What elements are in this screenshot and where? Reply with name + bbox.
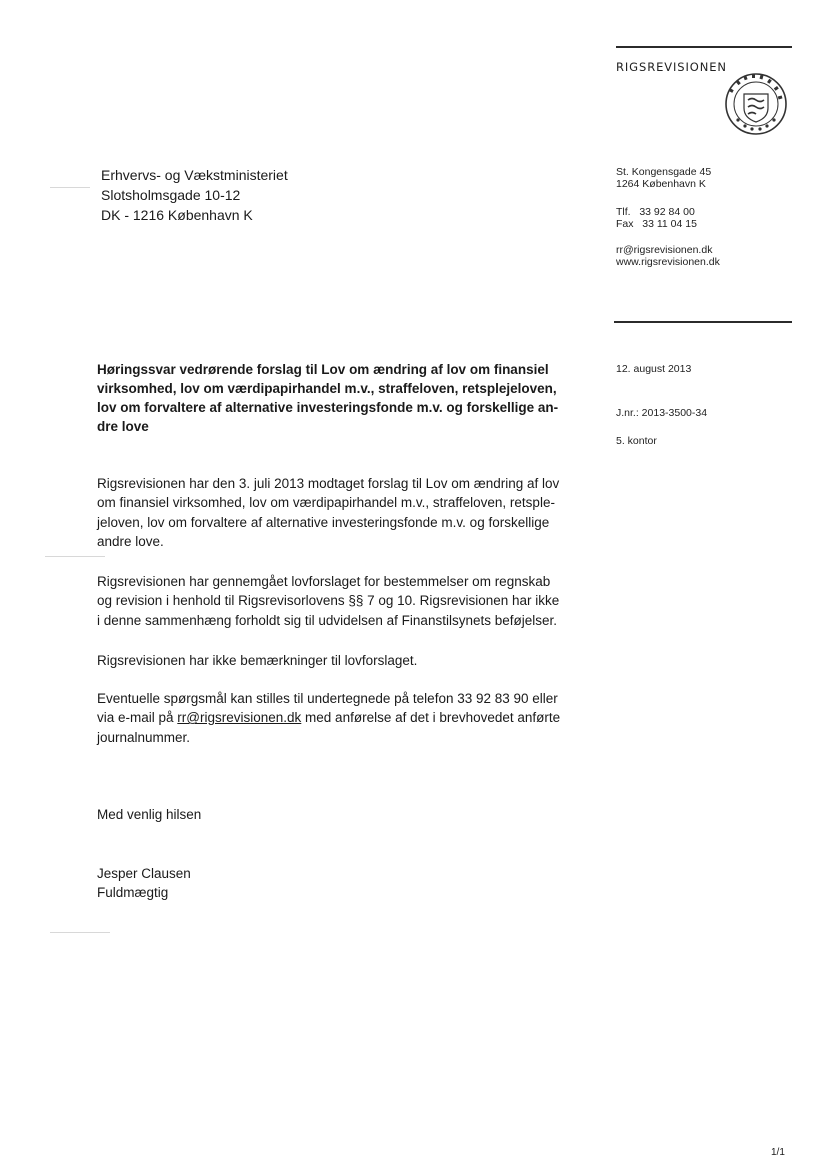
- body-paragraph-3: Rigsrevisionen har ikke bemærkninger til lovforslaget.: [97, 653, 418, 668]
- recipient-line: Erhvervs- og Vækstministeriet: [101, 167, 288, 183]
- paragraph-line: Rigsrevisionen har gennemgået lovforslaget for bestemmelser om regnskab: [97, 574, 551, 589]
- paragraph-line: om finansiel virksomhed, lov om værdipapirhandel m.v., straffeloven, retsple-: [97, 495, 555, 511]
- header-top-rule: [616, 46, 792, 48]
- subject-line: Høringssvar vedrørende forslag til Lov om ændring af lov om finansiel: [97, 362, 549, 377]
- signer-name: Jesper Clausen: [97, 866, 191, 881]
- sender-email: rr@rigsrevisionen.dk: [616, 244, 713, 256]
- body-paragraph-4: [97, 689, 583, 747]
- folketinget-seal-icon: [724, 72, 788, 136]
- fold-mark: [45, 556, 105, 557]
- paragraph-line: journalnummer.: [97, 729, 191, 745]
- recipient-address: [101, 165, 288, 225]
- paragraph-line: Rigsrevisionen har den 3. juli 2013 modtaget forslag til Lov om ændring af lov: [97, 476, 560, 491]
- fold-mark: [50, 932, 110, 933]
- organization-name: RIGSREVISIONEN: [616, 60, 727, 74]
- recipient-line: Slotsholmsgade 10-12: [101, 187, 241, 203]
- sender-contact: [616, 166, 720, 268]
- signer-title: Fuldmægtig: [97, 885, 169, 900]
- sender-street: St. Kongensgade 45: [616, 166, 712, 178]
- email-link[interactable]: rr@rigsrevisionen.dk: [177, 710, 302, 726]
- paragraph-line: og revision i henhold til Rigsrevisorlovens §§ 7 og 10. Rigsrevisionen har ikke: [97, 593, 560, 609]
- sender-phone: Tlf. 33 92 84 00: [616, 206, 695, 218]
- letter-date: 12. august 2013: [616, 363, 692, 375]
- line-text: med anførelse af det i brevhovedet anførte: [301, 710, 561, 726]
- sender-fax: Fax 33 11 04 15: [616, 218, 697, 230]
- recipient-line: DK - 1216 København K: [101, 207, 253, 223]
- journal-number: J.nr.: 2013-3500-34: [616, 407, 708, 419]
- paragraph-line: jeloven, lov om forvaltere af alternative investeringsfonde m.v. og forskellige: [97, 514, 550, 530]
- letter-subject: [97, 360, 583, 436]
- office-name: 5. kontor: [616, 435, 657, 447]
- header-bottom-rule: [614, 321, 792, 323]
- subject-line: lov om forvaltere af alternative investeringsfonde m.v. og forskellige an-: [97, 400, 559, 415]
- paragraph-line: andre love.: [97, 533, 164, 549]
- body-paragraph-1: [97, 474, 583, 551]
- paragraph-line: [97, 708, 583, 727]
- page-number: 1/1: [771, 1147, 785, 1158]
- paragraph-line: Eventuelle spørgsmål kan stilles til undertegnede på telefon 33 92 83 90 eller: [97, 691, 558, 706]
- closing-greeting: Med venlig hilsen: [97, 807, 202, 822]
- body-paragraph-2: [97, 572, 583, 630]
- subject-line: virksomhed, lov om værdipapirhandel m.v., straffeloven, retsplejeloven,: [97, 381, 557, 396]
- fold-mark: [50, 187, 90, 188]
- paragraph-line: i denne sammenhæng forholdt sig til udvidelsen af Finanstilsynets beføjelser.: [97, 612, 557, 628]
- line-text: via e-mail på: [97, 710, 178, 726]
- sender-city: 1264 København K: [616, 178, 706, 190]
- sender-website: www.rigsrevisionen.dk: [616, 256, 720, 268]
- subject-line: dre love: [97, 419, 149, 434]
